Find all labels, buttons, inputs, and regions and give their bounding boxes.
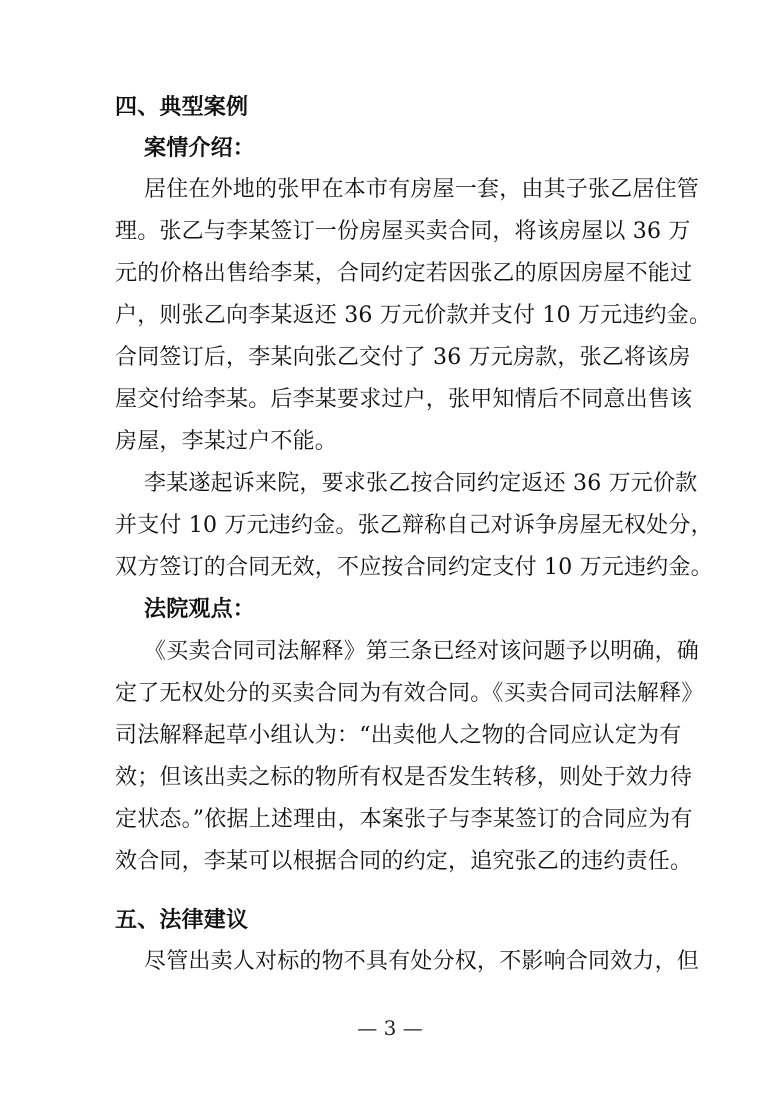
paragraph-line: 并支付 10 万元违约金。张乙辩称自己对诉争房屋无权处分， bbox=[115, 513, 713, 538]
section-heading-5-text: 五、法律建议 bbox=[115, 908, 249, 933]
section-heading-4-text: 四、典型案例 bbox=[115, 95, 249, 120]
paragraph-line: 定状态。”依据上述理由，本案张子与李某签订的合同应为有 bbox=[115, 807, 693, 832]
paragraph-line: 司法解释起草小组认为：“出卖他人之物的合同应认定为有 bbox=[115, 723, 682, 748]
paragraph-line: 房屋，李某过户不能。 bbox=[115, 429, 338, 454]
section-heading-4 bbox=[0, 89, 780, 127]
paragraph-line: 元的价格出售给李某，合同约定若因张乙的原因房屋不能过 bbox=[115, 261, 693, 286]
case-intro-label bbox=[0, 130, 780, 168]
paragraph-line: 居住在外地的张甲在本市有房屋一套，由其子张乙居住管 bbox=[144, 177, 700, 202]
paragraph-line: 双方签订的合同无效，不应按合同约定支付 10 万元违约金。 bbox=[115, 555, 713, 580]
paragraph-line: 李某遂起诉来院，要求张乙按合同约定返还 36 万元价款 bbox=[144, 471, 698, 496]
paragraph-line: 尽管出卖人对标的物不具有处分权，不影响合同效力，但 bbox=[144, 949, 700, 974]
page-number: — 3 — bbox=[357, 1016, 423, 1040]
paragraph-line: 理。张乙与李某签订一份房屋买卖合同，将该房屋以 36 万 bbox=[115, 219, 691, 244]
paragraph-line: 屋交付给李某。后李某要求过户，张甲知情后不同意出售该 bbox=[115, 387, 693, 412]
section-heading-5 bbox=[0, 902, 780, 940]
paragraph-line: 定了无权处分的买卖合同为有效合同。《买卖合同司法解释》 bbox=[115, 681, 704, 706]
paragraph-line: 《买卖合同司法解释》第三条已经对该问题予以明确，确 bbox=[144, 639, 700, 664]
court-opinion-label bbox=[0, 591, 780, 629]
paragraph-line: 效；但该出卖之标的物所有权是否发生转移，则处于效力待 bbox=[115, 765, 693, 790]
paragraph-line: 户，则张乙向李某返还 36 万元价款并支付 10 万元违约金。 bbox=[115, 303, 712, 328]
paragraph-line: 合同签订后，李某向张乙交付了 36 万元房款，张乙将该房 bbox=[115, 345, 691, 370]
court-opinion-label-text: 法院观点： bbox=[144, 597, 256, 622]
paragraph-line: 效合同，李某可以根据合同的约定，追究张乙的违约责任。 bbox=[115, 849, 693, 874]
case-intro-label-text: 案情介绍： bbox=[144, 136, 256, 161]
